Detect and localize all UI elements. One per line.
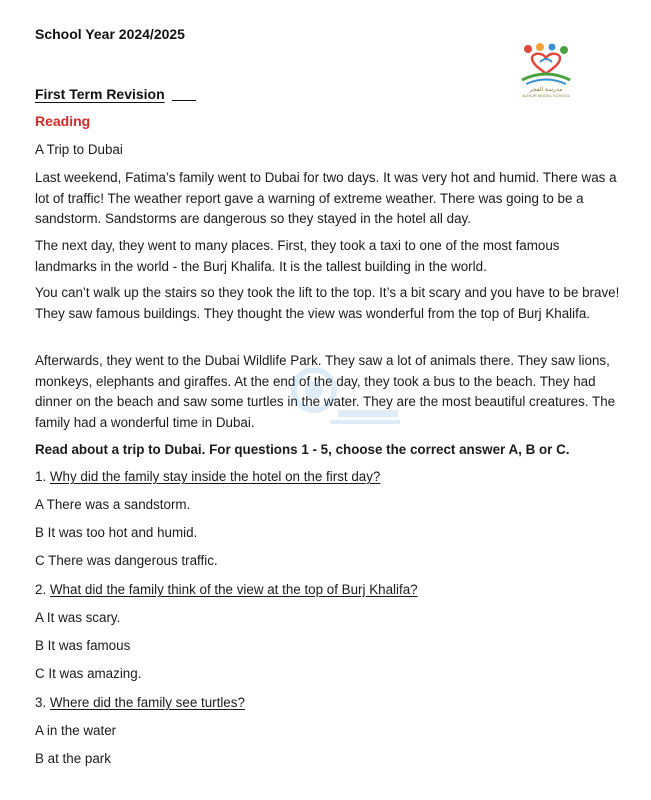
story-paragraph: The next day, they went to many places. First, they took a taxi to one of the most famous landmarks in the world - the Burj Khalifa. It is the tallest building in the world. <box>35 238 560 274</box>
logo-emblem-icon <box>512 42 580 88</box>
story-title: A Trip to Dubai <box>35 142 123 157</box>
answer-option: A in the water <box>35 723 117 738</box>
answer-option: B at the park <box>35 751 111 766</box>
question-text: Why did the family stay inside the hotel on the first day? <box>49 469 381 484</box>
section-label: Reading <box>35 113 91 129</box>
answer-option: C There was dangerous traffic. <box>35 553 218 568</box>
answer-option: C It was amazing. <box>35 666 142 681</box>
question-number: 2. <box>35 582 47 597</box>
story-paragraph: Afterwards, they went to the Dubai Wildlife Park. They saw a lot of animals there. They saw lions, monkeys, elephants and giraffes. At the end of the day, they took a bus to the beach. They had dinner on the beach and saw some turtles in the water. They are the most beautiful creatures. The family had a wonderful time in Dubai. <box>35 353 616 430</box>
title-underline <box>172 100 196 101</box>
question-number: 3. <box>35 695 47 710</box>
question-text: What did the family think of the view at the top of Burj Khalifa? <box>49 582 418 597</box>
school-year: School Year 2024/2025 <box>35 26 185 42</box>
question-text: Where did the family see turtles? <box>49 695 245 710</box>
instructions: Read about a trip to Dubai. For questions 1 - 5, choose the correct answer A, B or C. <box>35 442 570 457</box>
watermark-icon <box>268 368 408 430</box>
question-number: 1. <box>35 469 47 484</box>
answer-option: A There was a sandstorm. <box>35 497 191 512</box>
answer-option: B It was too hot and humid. <box>35 525 198 540</box>
answer-option: A It was scary. <box>35 610 121 625</box>
school-logo <box>512 42 580 104</box>
story-paragraph: Last weekend, Fatima’s family went to Dubai for two days. It was very hot and humid. There was a lot of traffic! The weather report gave a warning of extreme weather. There was going to be a sandstorm. Sandstorms are dangerous so they stayed in the hotel all day. <box>35 170 617 226</box>
answer-option: B It was famous <box>35 638 131 653</box>
question-1 <box>35 467 620 488</box>
story-paragraph: You can’t walk up the stairs so they took the lift to the top. It’s a bit scary and you have to be brave! They saw famous buildings. They thought the view was wonderful from the top of Burj Khalifa. <box>35 285 620 321</box>
question-2 <box>35 580 620 601</box>
logo-text: مدرسة الفجر <box>529 87 563 93</box>
logo-subtext: ALFAJR MODEL SCHOOL <box>522 93 570 98</box>
term-title: First Term Revision <box>35 86 165 102</box>
question-3 <box>35 693 620 714</box>
